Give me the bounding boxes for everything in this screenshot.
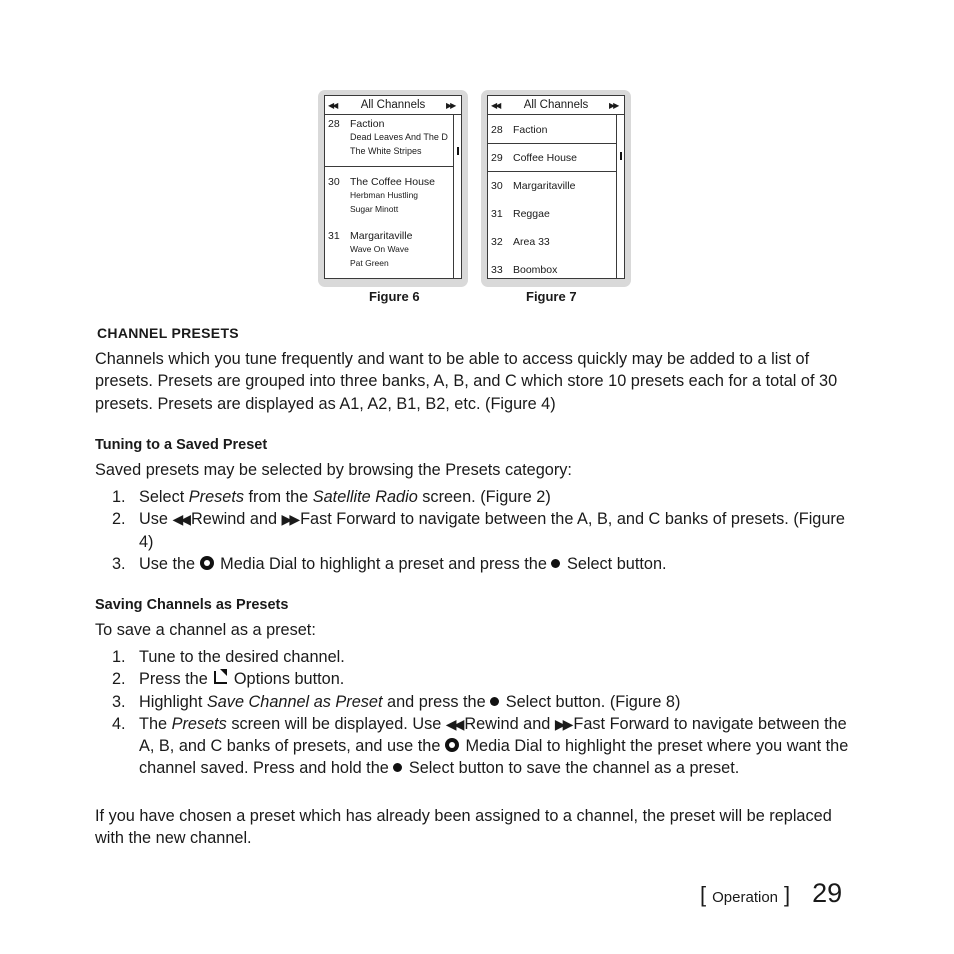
step-text: Rewind and — [464, 714, 555, 733]
bracket-close: ] — [784, 882, 791, 907]
step-text: Use the — [139, 554, 200, 573]
figure-7-device — [481, 90, 631, 287]
list-item — [95, 668, 855, 690]
select-button-icon — [551, 559, 560, 568]
section-label: Operation — [712, 889, 778, 906]
list-item — [325, 167, 453, 218]
screen-header — [488, 96, 624, 115]
scrollbar-thumb — [620, 152, 622, 160]
step-text: Fast Forward to navigate between the A, B, and C banks of presets, and use the — [139, 714, 847, 756]
song-title: Wave On Wave — [350, 244, 409, 254]
list-item — [488, 172, 616, 200]
scrollbar — [453, 115, 461, 278]
step-number: 1. — [112, 488, 126, 506]
step-text: Tune to the desired channel. — [139, 648, 345, 666]
list-item — [95, 553, 855, 575]
channel-number: 28 — [491, 123, 503, 136]
channel-number: 28 — [328, 118, 340, 130]
list-item — [488, 256, 616, 279]
channel-name: Faction — [350, 118, 385, 130]
channel-number: 33 — [491, 264, 503, 276]
step-text: screen will be displayed. Use — [226, 714, 446, 733]
step-emphasis: Save Channel as Preset — [206, 692, 383, 711]
channel-number: 31 — [328, 230, 340, 242]
screen-title: All Channels — [360, 99, 426, 111]
list-item — [488, 228, 616, 256]
step-text: Fast Forward to navigate between the A, B, and C banks of presets. (Figure 4) — [139, 510, 845, 551]
fast-forward-icon: ▶▶ — [609, 100, 618, 110]
intro-paragraph: Channels which you tune frequently and want to be able to access quickly may be added to a list of presets. Presets are grouped into three banks, A, B, and C which store 10 presets each for a total of 30 presets. Presets are displayed as A1, A2, B1, B2, etc. (Figure 4) — [95, 350, 838, 413]
figure-6-screen — [324, 95, 462, 279]
media-dial-icon — [200, 556, 214, 570]
closing-paragraph: If you have chosen a preset which has already been assigned to a channel, the preset will be replaced with the new channel. — [95, 807, 832, 848]
page-number: 29 — [812, 878, 843, 908]
channel-number: 32 — [491, 236, 503, 248]
channel-name: The Coffee House — [350, 176, 436, 188]
channel-name: Coffee House — [513, 151, 578, 164]
channel-name: Margaritaville — [513, 180, 576, 192]
channel-name: Reggae — [513, 208, 550, 220]
figure-6-caption: Figure 6 — [369, 289, 420, 304]
options-icon — [214, 671, 227, 684]
step-text: The — [139, 714, 172, 733]
tuning-steps — [95, 486, 855, 575]
figure-7-caption: Figure 7 — [526, 289, 577, 304]
list-item — [488, 116, 616, 144]
saving-heading: Saving Channels as Presets — [95, 597, 289, 613]
step-text: and press the — [382, 692, 491, 711]
song-title: Herbman Hustling — [350, 190, 419, 200]
list-item — [95, 713, 855, 780]
fast-forward-icon: ▶▶ — [281, 511, 298, 528]
rewind-icon: ◀◀ — [328, 100, 337, 110]
step-text: Select button. — [566, 554, 667, 573]
channel-number: 30 — [491, 180, 503, 192]
channel-list — [325, 116, 453, 269]
rewind-icon: ◀◀ — [445, 715, 462, 732]
step-text: Media Dial to highlight a preset and press the — [220, 554, 552, 573]
step-text: Media Dial to highlight the preset where you want the channel saved. Press and hold the — [139, 737, 849, 778]
list-item — [95, 508, 855, 553]
fast-forward-icon: ▶▶ — [554, 715, 571, 732]
list-item — [95, 691, 855, 713]
screen-title: All Channels — [523, 99, 589, 111]
artist-name: Sugar Minott — [350, 204, 399, 214]
list-item — [488, 144, 616, 172]
rewind-icon: ◀◀ — [491, 100, 500, 110]
step-text: Select button to save the channel as a preset. — [408, 759, 740, 778]
step-text: Rewind and — [191, 510, 282, 529]
figure-7-screen — [487, 95, 625, 279]
page-footer — [700, 878, 842, 909]
step-text: screen. (Figure 2) — [417, 488, 551, 506]
channel-number: 31 — [491, 208, 503, 220]
list-item — [95, 486, 855, 508]
rewind-icon: ◀◀ — [172, 511, 189, 528]
channel-number: 30 — [328, 176, 340, 188]
list-item — [95, 646, 855, 668]
screen-header — [325, 96, 461, 115]
step-text: Options button. — [233, 670, 345, 689]
fast-forward-icon: ▶▶ — [446, 100, 455, 110]
channel-name: Faction — [513, 123, 548, 136]
step-emphasis: Presets — [188, 488, 244, 506]
saving-steps — [95, 646, 855, 780]
scrollbar — [616, 115, 624, 278]
step-text: Press the — [139, 670, 213, 689]
channel-name: Boombox — [513, 264, 558, 276]
step-text: Highlight — [139, 692, 207, 711]
song-title: Dead Leaves And The D — [350, 132, 448, 142]
media-dial-icon — [445, 738, 459, 752]
artist-name: Pat Green — [350, 258, 389, 268]
step-text: Use — [139, 510, 173, 529]
channel-list — [488, 116, 616, 279]
select-button-icon — [393, 763, 402, 772]
tuning-lead: Saved presets may be selected by browsing the Presets category: — [95, 461, 572, 479]
channel-number: 29 — [491, 151, 503, 164]
bracket-open: [ — [700, 882, 707, 907]
scrollbar-thumb — [457, 147, 459, 155]
step-number: 1. — [112, 648, 126, 666]
step-text: Select — [139, 488, 189, 506]
section-title: CHANNEL PRESETS — [97, 325, 239, 341]
step-emphasis: Presets — [171, 714, 227, 733]
artist-name: The White Stripes — [350, 146, 422, 156]
step-number: 4. — [112, 714, 126, 733]
list-item — [488, 200, 616, 228]
step-emphasis: Satellite Radio — [312, 488, 418, 506]
step-number: 2. — [112, 670, 126, 689]
channel-name: Area 33 — [513, 236, 550, 248]
step-number: 3. — [112, 554, 126, 573]
tuning-heading: Tuning to a Saved Preset — [95, 437, 268, 453]
step-number: 2. — [112, 510, 126, 529]
list-item — [325, 218, 453, 269]
step-number: 3. — [112, 692, 126, 711]
select-button-icon — [490, 697, 499, 706]
list-item — [325, 116, 453, 167]
figure-6-device — [318, 90, 468, 287]
step-text: from the — [243, 488, 313, 506]
channel-name: Margaritaville — [350, 230, 413, 242]
step-text: Select button. (Figure 8) — [505, 692, 681, 711]
saving-lead: To save a channel as a preset: — [95, 621, 316, 639]
